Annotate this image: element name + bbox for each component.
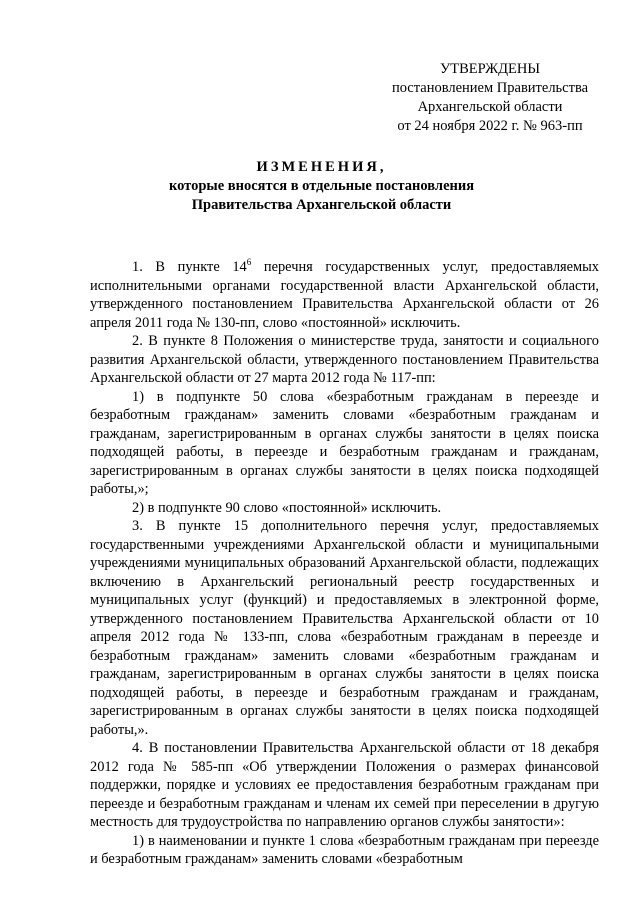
approval-heading: УТВЕРЖДЕНЫ [439, 61, 541, 77]
paragraph-2-subitem-1: 1) в подпункте 50 слова «безработным гражданам в переезде и безработным гражданам» заменить словами «безработным гражданам и гражданам, зарегистрированным в органах службы занятости в целях поиска подходящей работы, в переезде и безработным гражданам и гражданам, зарегистрированным в органах службы занятости в целях поиска подходящей работы,»; [90, 388, 599, 497]
paragraph-1-rest: перечня государственных услуг, предоставляемых исполнительными органами государственной власти Архангельской области, утвержденного постановлением Правительства Архангельской области от 26 апреля 2011 года № 130-пп, слово «постоянной» исключить. [90, 259, 599, 331]
document-body [90, 258, 599, 869]
paragraph-1 [90, 258, 599, 332]
paragraph-2-subitem-2: 2) в подпункте 90 слово «постоянной» исключить. [132, 499, 442, 516]
title-line-1: которые вносятся в отдельные постановления [168, 178, 475, 194]
paragraph-2: 2. В пункте 8 Положения о министерстве труда, занятости и социального развития Архангельской области, утвержденного постановлением Правительства Архангельской области от 27 марта 2012 года № 117-пп: [90, 333, 599, 386]
approval-line-2: Архангельской области [417, 99, 563, 115]
paragraph-3: 3. В пункте 15 дополнительного перечня услуг, предоставляемых государственными учреждениями Архангельской области и муниципальными учреждениями муниципальных образований Архангельской области, подлежащих включению в Архангельский региональный реестр государственных и муниципальных услуг (функций) и предоставляемых в электронной форме, утвержденного постановлением Правительства Архангельской области от 10 апреля 2012 года № 133-пп, слова «безработным гражданам в переезде и безработным гражданам» заменить словами «безработным гражданам и гражданам, зарегистрированным в органах службы занятости в целях поиска подходящей работы, в переезде и безработным гражданам и гражданам, зарегистрированным в органах службы занятости в целях поиска подходящей работы,». [90, 518, 599, 738]
document-title [90, 158, 553, 215]
paragraph-1-start: 1. В пункте 14 [132, 259, 247, 275]
approval-line-3: от 24 ноября 2022 г. № 963-пп [397, 118, 583, 134]
paragraph-4: 4. В постановлении Правительства Архангельской области от 18 декабря 2012 года № 585-пп «Об утверждении Положения о размерах финансовой поддержки, порядке и условиях ее предоставления безработным гражданам при переезде и безработным гражданам и членам их семей при переселении в другую местность для трудоустройства по направлению органов службы занятости»: [90, 740, 599, 830]
paragraph-4-subitem-1: 1) в наименовании и пункте 1 слова «безработным гражданам при переезде и безработным гражданам» заменить словами «безработным [90, 832, 599, 867]
superscript-index: 6 [246, 257, 252, 268]
approval-line-1: постановлением Правительства [391, 80, 589, 96]
approval-stamp [380, 60, 600, 136]
title-line-2: Правительства Архангельской области [191, 197, 452, 213]
title-main: ИЗМЕНЕНИЯ, [256, 159, 387, 175]
